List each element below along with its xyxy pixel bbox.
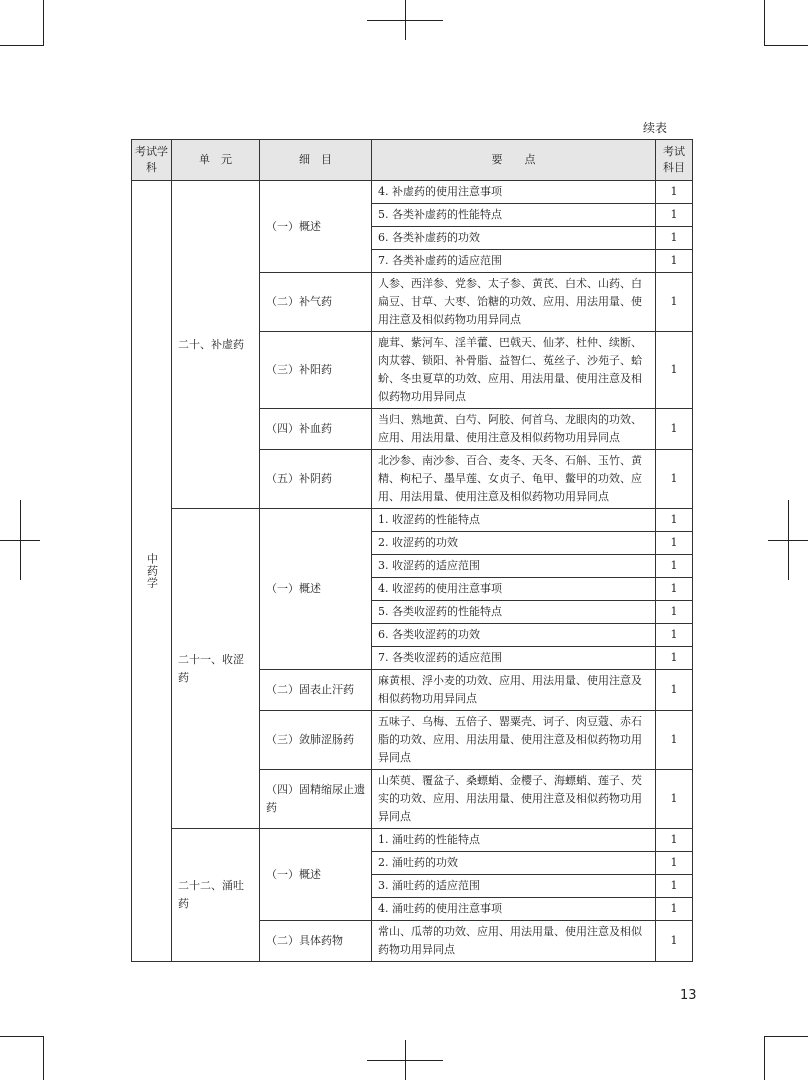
- unit-cell: 二十、补虚药: [172, 181, 260, 509]
- point-cell: 北沙参、南沙参、百合、麦冬、天冬、石斛、玉竹、黄精、枸杞子、墨旱莲、女贞子、龟甲、鳖甲的功效、应用、用法用量、使用注意及相似药物功用异同点: [372, 450, 656, 509]
- code-cell: 1: [656, 601, 693, 624]
- item-cell: （一）概述: [260, 181, 372, 273]
- point-cell: 山茱萸、覆盆子、桑螵蛸、金樱子、海螵蛸、莲子、芡实的功效、应用、用法用量、使用注意及相似药物功用异同点: [372, 770, 656, 829]
- continued-label: 续表: [643, 121, 668, 135]
- point-cell: 7. 各类补虚药的适应范围: [372, 250, 656, 273]
- unit-cell: 二十一、收涩药: [172, 509, 260, 829]
- item-cell: （一）概述: [260, 509, 372, 670]
- point-cell: 6. 各类收涩药的功效: [372, 624, 656, 647]
- table-row: [132, 829, 693, 852]
- code-cell: 1: [656, 509, 693, 532]
- point-cell: 1. 收涩药的性能特点: [372, 509, 656, 532]
- code-cell: 1: [656, 204, 693, 227]
- header-unit: 单 元: [172, 140, 260, 181]
- code-cell: 1: [656, 711, 693, 770]
- point-cell: 2. 收涩药的功效: [372, 532, 656, 555]
- syllabus-table: [131, 139, 693, 962]
- code-cell: 1: [656, 647, 693, 670]
- point-cell: 5. 各类收涩药的性能特点: [372, 601, 656, 624]
- point-cell: 7. 各类收涩药的适应范围: [372, 647, 656, 670]
- point-cell: 麻黄根、浮小麦的功效、应用、用法用量、使用注意及相似药物功用异同点: [372, 670, 656, 711]
- point-cell: 鹿茸、紫河车、淫羊藿、巴戟天、仙茅、杜仲、续断、肉苁蓉、锁阳、补骨脂、益智仁、菟丝子、沙苑子、蛤蚧、冬虫夏草的功效、应用、用法用量、使用注意及相似药物功用异同点: [372, 332, 656, 409]
- table-row: [132, 181, 693, 204]
- point-cell: 6. 各类补虚药的功效: [372, 227, 656, 250]
- item-cell: （四）固精缩尿止遗药: [260, 770, 372, 829]
- item-cell: （一）概述: [260, 829, 372, 921]
- code-cell: 1: [656, 670, 693, 711]
- item-cell: （三）敛肺涩肠药: [260, 711, 372, 770]
- point-cell: 3. 收涩药的适应范围: [372, 555, 656, 578]
- code-cell: 1: [656, 332, 693, 409]
- header-exam-subject: 考试科目: [656, 140, 693, 181]
- item-cell: （二）具体药物: [260, 921, 372, 962]
- code-cell: 1: [656, 181, 693, 204]
- point-cell: 3. 涌吐药的适应范围: [372, 875, 656, 898]
- code-cell: 1: [656, 250, 693, 273]
- code-cell: 1: [656, 624, 693, 647]
- item-cell: （四）补血药: [260, 409, 372, 450]
- table-row: [132, 509, 693, 532]
- point-cell: 2. 涌吐药的功效: [372, 852, 656, 875]
- point-cell: 4. 补虚药的使用注意事项: [372, 181, 656, 204]
- table-header-row: [132, 140, 693, 181]
- point-cell: 4. 收涩药的使用注意事项: [372, 578, 656, 601]
- point-cell: 5. 各类补虚药的性能特点: [372, 204, 656, 227]
- point-cell: 人参、西洋参、党参、太子参、黄芪、白术、山药、白扁豆、甘草、大枣、饴糖的功效、应用、用法用量、使用注意及相似药物功用异同点: [372, 273, 656, 332]
- item-cell: （二）固表止汗药: [260, 670, 372, 711]
- code-cell: 1: [656, 770, 693, 829]
- point-cell: 当归、熟地黄、白芍、阿胶、何首乌、龙眼肉的功效、应用、用法用量、使用注意及相似药物功用异同点: [372, 409, 656, 450]
- code-cell: 1: [656, 555, 693, 578]
- code-cell: 1: [656, 532, 693, 555]
- code-cell: 1: [656, 273, 693, 332]
- page-number: 13: [680, 988, 697, 1003]
- code-cell: 1: [656, 921, 693, 962]
- subject-cell: 中药学: [132, 181, 172, 962]
- point-cell: 1. 涌吐药的性能特点: [372, 829, 656, 852]
- code-cell: 1: [656, 829, 693, 852]
- item-cell: （五）补阴药: [260, 450, 372, 509]
- code-cell: 1: [656, 578, 693, 601]
- code-cell: 1: [656, 852, 693, 875]
- point-cell: 4. 涌吐药的使用注意事项: [372, 898, 656, 921]
- header-points: 要 点: [372, 140, 656, 181]
- code-cell: 1: [656, 409, 693, 450]
- point-cell: 五味子、乌梅、五倍子、罂粟壳、诃子、肉豆蔻、赤石脂的功效、应用、用法用量、使用注意及相似药物功用异同点: [372, 711, 656, 770]
- header-subject: 考试学科: [132, 140, 172, 181]
- unit-cell: 二十二、涌吐药: [172, 829, 260, 962]
- point-cell: 常山、瓜蒂的功效、应用、用法用量、使用注意及相似药物功用异同点: [372, 921, 656, 962]
- code-cell: 1: [656, 875, 693, 898]
- item-cell: （三）补阳药: [260, 332, 372, 409]
- code-cell: 1: [656, 227, 693, 250]
- code-cell: 1: [656, 898, 693, 921]
- header-item: 细 目: [260, 140, 372, 181]
- code-cell: 1: [656, 450, 693, 509]
- item-cell: （二）补气药: [260, 273, 372, 332]
